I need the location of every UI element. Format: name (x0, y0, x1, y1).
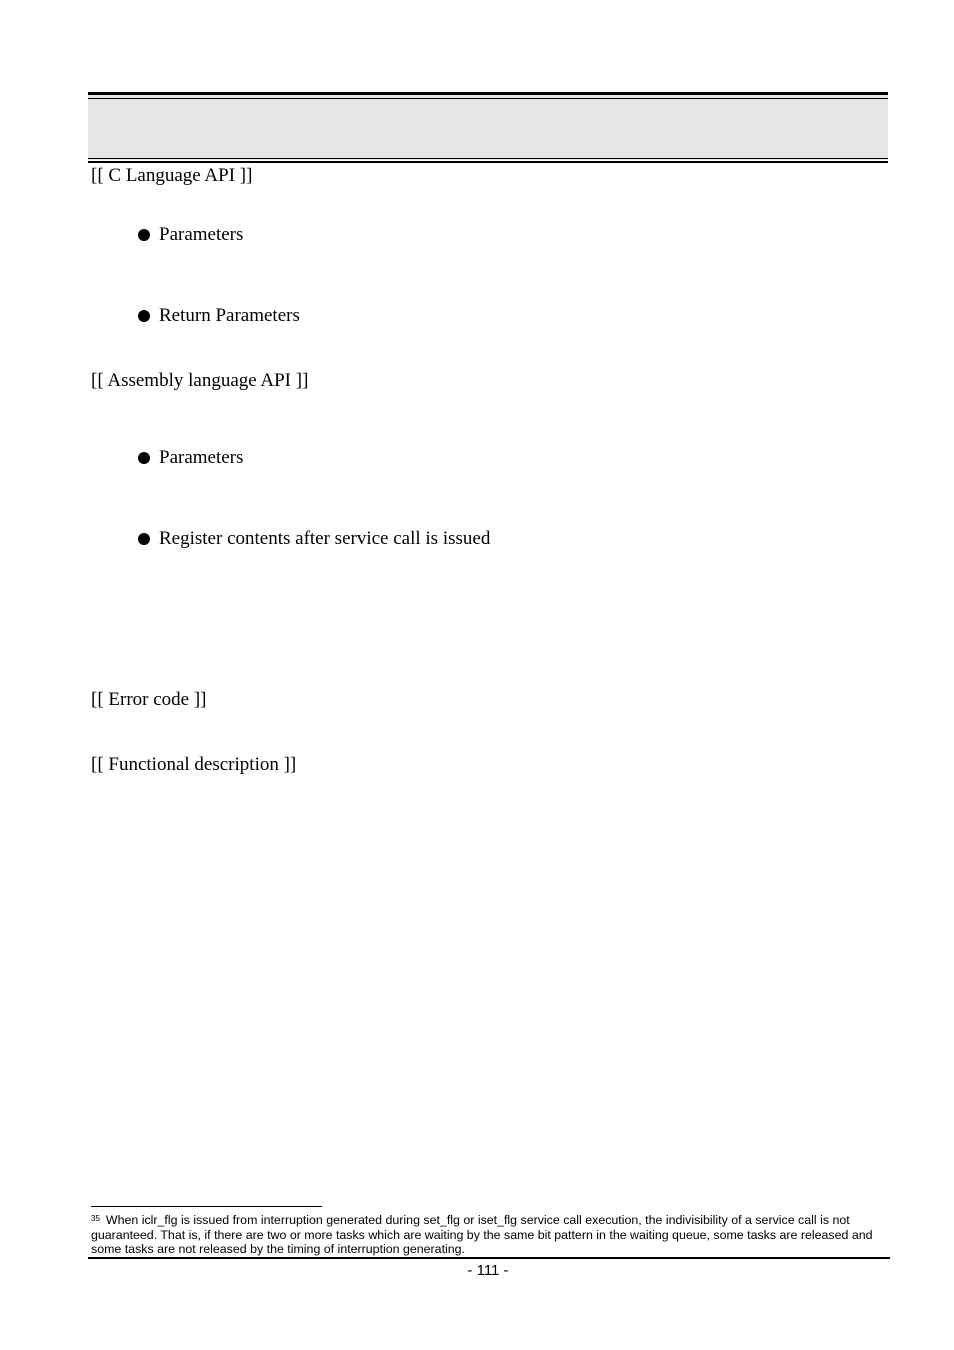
footnote-text: When iclr_flg is issued from interruption generated during set_flg or iset_flg service call execution, the indivisibility of a service call is not guaranteed. That is, if there are two or more tasks which are waiting by the same bit pattern in the waiting queue, some tasks are released and some tasks are not released by the timing of interruption generating. (91, 1213, 873, 1257)
title-rule-bottom (88, 161, 888, 163)
asm-register-contents-label: Register contents after service call is issued (159, 528, 491, 549)
c-parameters-item (138, 224, 243, 246)
c-return-parameters-item (138, 305, 300, 327)
asm-parameters-label: Parameters (159, 447, 244, 468)
functional-description-heading: [[ Functional description ]] (91, 754, 297, 775)
footer-rule (88, 1257, 890, 1259)
bullet-icon (138, 310, 150, 322)
section-title-band (88, 92, 888, 160)
title-rule-bottom-thin (88, 158, 888, 159)
asm-register-contents-item (138, 528, 490, 550)
c-return-parameters-label: Return Parameters (159, 305, 300, 326)
bullet-icon (138, 452, 150, 464)
assembly-language-api-heading: [[ Assembly language API ]] (91, 370, 309, 391)
error-code-heading: [[ Error code ]] (91, 689, 207, 710)
bullet-icon (138, 533, 150, 545)
footnote-number: 35 (91, 1214, 100, 1223)
title-rule-top-thin (88, 98, 888, 99)
c-language-api-heading: [[ C Language API ]] (91, 165, 253, 186)
title-rule-top (88, 92, 888, 95)
footnote-separator (91, 1206, 322, 1207)
page-number: - 111 - (467, 1262, 509, 1279)
c-parameters-label: Parameters (159, 224, 244, 245)
asm-parameters-item (138, 447, 243, 469)
bullet-icon (138, 229, 150, 241)
footnote (91, 1213, 886, 1257)
